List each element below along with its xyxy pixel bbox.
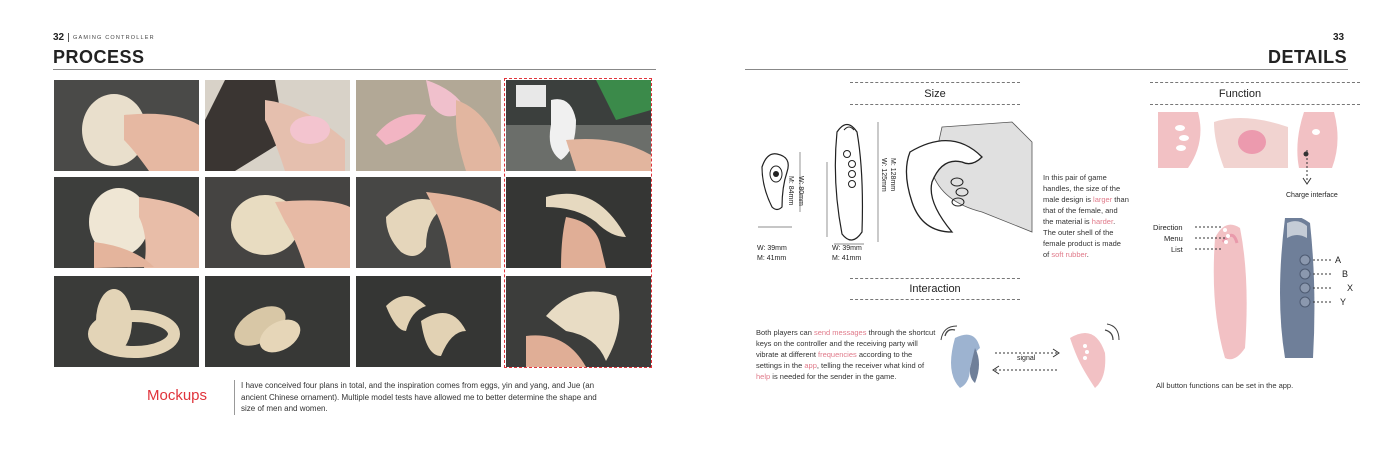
interaction-dash-bottom: [850, 299, 1020, 300]
label-y: Y: [1340, 297, 1347, 307]
label-menu: Menu: [1164, 234, 1183, 243]
size-dash-top: [850, 82, 1020, 83]
charge-interface-label: Charge interface: [1286, 192, 1338, 199]
mockup-photo-egg-palm: [54, 177, 199, 268]
female-width-m: M: 41mm: [757, 255, 787, 262]
interaction-heading: Interaction: [909, 283, 961, 295]
male-height-w: W: 125mm: [880, 158, 887, 192]
female-height-w: W: 80mm: [797, 176, 804, 206]
label-a: A: [1335, 255, 1342, 265]
mockup-photo-jue-hold: [356, 177, 501, 268]
page-number-left: 32: [53, 32, 65, 43]
page-number-right: 33: [1333, 32, 1345, 43]
interaction-dash-top: [850, 278, 1020, 279]
label-x: X: [1347, 283, 1354, 293]
header-rule-left: [53, 69, 656, 70]
caption-body: I have conceived four plans in total, and the inspiration comes from eggs, yin and yang, and Jue (an ancient Chinese ornament). Multiple model tests have allowed me to better determine the shape and size of men and women.: [241, 381, 597, 413]
header-rule-right: [745, 69, 1348, 70]
charge-pointer: [1300, 150, 1320, 190]
size-diagram: [752, 112, 1042, 262]
caption-divider: [234, 380, 235, 415]
signal-label: signal: [1017, 355, 1036, 362]
selected-column-highlight: [504, 78, 652, 368]
section-title-details: DETAILS: [1268, 47, 1348, 67]
male-width-w: W: 39mm: [832, 245, 862, 252]
male-height-m: M: 128mm: [889, 158, 896, 192]
size-dash-bottom: [850, 104, 1020, 105]
label-list: List: [1171, 245, 1183, 254]
female-height-m: M: 84mm: [787, 176, 794, 206]
header-divider: [68, 33, 69, 42]
mockup-photo-pink-clay: [356, 80, 501, 171]
function-detail-rubber: [1214, 112, 1288, 168]
function-dash-bottom: [1150, 104, 1360, 105]
size-heading: Size: [924, 88, 946, 100]
function-detail-buttons: [1158, 112, 1208, 168]
mockup-photo-egg-hand: [54, 80, 199, 171]
interaction-description: Both players can send messages through the shortcut keys on the controller and the receiving party will vibrate at different frequencies according to the settings in the app, telling the receiver what kind of help is needed for the sender in the game.: [756, 328, 936, 381]
function-dash-top: [1150, 82, 1360, 83]
function-footer: All button functions can be set in the app.: [1156, 381, 1294, 390]
caption-title-mockups: Mockups: [147, 387, 208, 404]
function-heading: Function: [1218, 88, 1262, 100]
mockup-photo-yinyang-hold: [205, 177, 350, 268]
male-width-m: M: 41mm: [832, 255, 862, 262]
mockup-photo-pink-grip: [205, 80, 350, 171]
label-b: B: [1342, 269, 1349, 279]
female-width-w: W: 39mm: [757, 245, 787, 252]
mockup-photo-egg-pair: [54, 276, 199, 367]
section-title-process: PROCESS: [53, 47, 145, 67]
function-controllers: [1195, 218, 1350, 368]
mockup-photo-jue-pair: [356, 276, 501, 367]
running-header: GAMING CONTROLLER: [73, 35, 155, 41]
mockup-photo-yinyang-pair: [205, 276, 350, 367]
label-direction: Direction: [1153, 223, 1183, 232]
size-description: In this pair of game handles, the size of the male design is larger than that of the female, and the material is harder. The outer shell of the female product is made of soft rubber.: [1043, 173, 1129, 259]
